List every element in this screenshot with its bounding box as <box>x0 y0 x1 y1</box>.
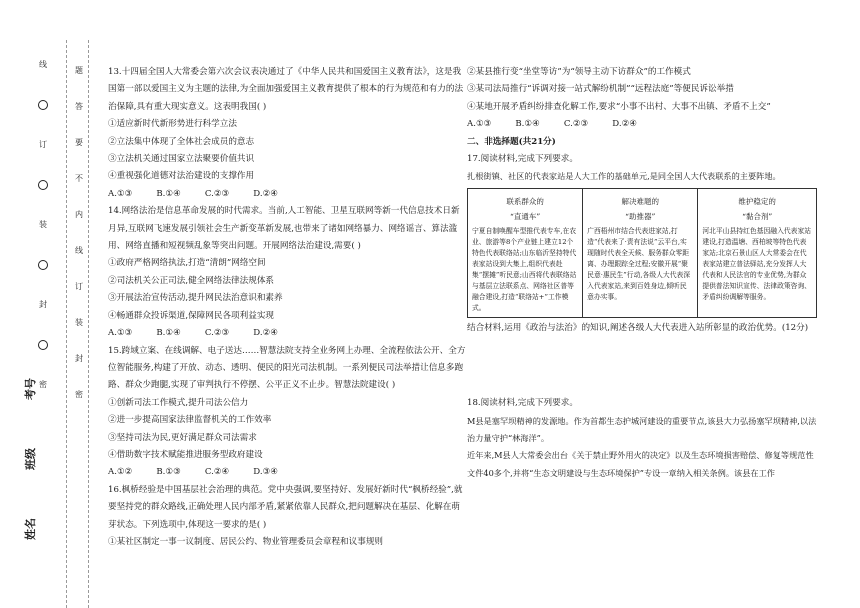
answer-choice: B.①④ <box>515 119 540 130</box>
seal-char: 答 <box>75 102 83 111</box>
answer-choice: A.①③ <box>467 119 492 130</box>
name-label: 姓名 <box>24 518 37 540</box>
question-17-task: 结合材料,运用《政治与法治》的知识,阐述各级人大代表进入站所彰显的政治优势。(12分) <box>467 322 809 333</box>
question-13-stem: 13.十四届全国人大常委会第六次会议表决通过了《中华人民共和国爱国主义教育法》，这是我国第一部以爱国主义为主题的法律,为全面加强爱国主义教育提供了根本的行为规范和有力的法治保障,具有重大现实意义。这表明我国( ) <box>108 67 464 112</box>
answer-choices <box>108 325 466 342</box>
seal-char: 线 <box>75 246 83 255</box>
binding-hole-icon <box>38 180 48 190</box>
cell-heading: 解决难题的 <box>621 196 659 206</box>
seal-char: 订 <box>39 140 47 149</box>
question-18-paragraph: 近年来,M县人大常委会出台《关于禁止野外用火的决定》以及生态环境损害赔偿、修复等规范性文件40多个,并将“生态文明建设与生态环境保护”专设一章纳入相关条例。该县在工作 <box>467 450 814 478</box>
material-table <box>467 188 817 318</box>
material-cell <box>698 188 817 317</box>
seal-char: 线 <box>39 60 47 69</box>
binding-hole-icon <box>38 260 48 270</box>
option-item: ④畅通群众投诉渠道,保障网民各项利益实现 <box>108 310 275 321</box>
option-item: ④重视强化道德对法治建设的支撑作用 <box>108 171 255 182</box>
answer-choice: D.②④ <box>612 119 637 130</box>
option-item: ②立法集中体现了全体社会成员的意志 <box>108 136 255 147</box>
option-item: ③开展法治宣传活动,提升网民法治意识和素养 <box>108 293 283 304</box>
right-column <box>467 64 817 482</box>
answer-choice: A.①② <box>108 467 133 478</box>
binding-hole-icon <box>38 100 48 110</box>
answer-choice: C.②③ <box>563 119 589 130</box>
answer-choice: D.②④ <box>253 328 278 339</box>
material-cell <box>468 188 583 317</box>
cut-line <box>88 40 89 608</box>
cell-heading: 维护稳定的 <box>738 196 776 206</box>
question-17-stem: 17.阅读材料,完成下列要求。 <box>467 154 578 165</box>
exam-number-label: 考号 <box>24 378 37 400</box>
cut-line <box>66 40 67 608</box>
answer-choice: B.①④ <box>156 188 181 199</box>
option-item: ①适应新时代新形势进行科学立法 <box>108 119 237 130</box>
seal-char: 密 <box>75 390 83 399</box>
cell-heading: 联系群众的 <box>506 196 544 206</box>
class-label: 班级 <box>24 448 37 470</box>
binding-hole-icon <box>38 340 48 350</box>
answer-choices <box>108 464 466 481</box>
seal-char: 密 <box>39 380 47 389</box>
seal-char: 内 <box>75 210 83 219</box>
answer-choice: B.①③ <box>156 467 181 478</box>
question-16-stem: 16.枫桥经验是中国基层社会治理的典范。党中央强调,要坚持好、发展好新时代“枫桥经验”,就要坚持党的群众路线,正确处理人民内部矛盾,紧紧依靠人民群众,把问题解决在基层、化解在萌芽状态。下列选项中,体现这一要求的是( ) <box>108 484 463 530</box>
binding-margin <box>0 0 92 608</box>
question-18-stem: 18.阅读材料,完成下列要求。 <box>467 398 578 409</box>
cell-subheading: “直通车” <box>509 211 541 221</box>
option-item: ①政府严格网络执法,打造“清朗”网络空间 <box>108 258 266 269</box>
seal-char: 要 <box>75 138 83 147</box>
answer-choice: D.②④ <box>253 188 278 199</box>
option-item: ②司法机关公正司法,健全网络法律法规体系 <box>108 275 275 286</box>
seal-char: 装 <box>39 220 47 229</box>
answer-choice: D.③④ <box>253 467 278 478</box>
seal-column-inner <box>72 66 86 400</box>
seal-char: 订 <box>75 282 83 291</box>
option-item: ②进一步提高国家法律监督机关的工作效率 <box>108 415 272 426</box>
section-heading: 二、非选择题(共21分) <box>467 136 556 147</box>
seal-char: 题 <box>75 66 83 75</box>
option-item: ①创新司法工作模式,提升司法公信力 <box>108 397 249 408</box>
cell-subheading: “助推器” <box>625 211 656 221</box>
cell-body: 河北平山县持红色基因融入代表家站建设,打造温塘、西柏坡等特色代表家站;北京石景山区人大常委会在代表家站建立普法驿站,充分发挥人大代表和人民法官的专业优势,为群众提供普法知识宣传、法律政策咨询、矛盾纠纷调解等服务。 <box>702 226 812 301</box>
seal-char: 封 <box>39 300 47 309</box>
answer-choice: B.①④ <box>156 328 181 339</box>
cell-body: 广西梧州市结合代表进家站,打造“代表来了·责有法说”云平台,实现随时代表全天候、服务群众零距离、办理跟踪全过程;安徽开展“聚民意·惠民生”行动,各级人大代表深入代表家站,来到百姓身边,倾听民意办实事。 <box>587 226 691 301</box>
answer-choice: A.①③ <box>108 328 133 339</box>
answer-choice: C.②④ <box>204 467 230 478</box>
cell-subheading: “黏合剂” <box>742 211 773 221</box>
option-item: ③立法机关通过国家立法聚要价值共识 <box>108 154 255 165</box>
answer-choice: C.②③ <box>204 328 230 339</box>
answer-choices <box>108 186 466 203</box>
seal-char: 封 <box>75 354 83 363</box>
seal-char: 不 <box>75 174 83 183</box>
question-18-paragraph: M县是塞罕坝精神的发源地。作为首都生态护城河建设的重要节点,该县大力弘扬塞罕坝精神,以法治力量守护“林海洋”。 <box>467 415 817 444</box>
cell-body: 宁夏自制唤醒车型推代表专车,在农业、旅游等8个产业链上建立12个特色代表联络站;山东临沂坚持特代表家站设到大集上,组织代表赴集“摆摊”听民意;山西将代表联络站与基层立法联系点、网络社区普等融合建设,打造“联络站+”工作模式。 <box>472 226 577 312</box>
option-item: ③某司法局推行“诉调对接一站式解纷机制”“远程法庭”等便民诉讼举措 <box>467 84 734 95</box>
seal-char: 装 <box>75 318 83 327</box>
question-14-stem: 14.网络法治是信息革命发展的时代需求。当前,人工智能、卫星互联网等新一代信息技术日新月异,互联网飞速发展引领社会生产新变革新发展,也带来了诸如网络暴力、网络谣言、算法滥用、网络直播和短视频乱象等突出问题。开展网络法治建设,需要( ) <box>108 206 460 252</box>
option-item: ②某县推行变“坐堂等访”为“领导主动下访群众”的工作模式 <box>467 67 691 77</box>
seal-column-outer <box>36 60 50 390</box>
option-item: ③坚持司法为民,更好满足群众司法需求 <box>108 432 257 443</box>
left-column <box>108 64 466 551</box>
question-15-stem: 15.跨域立案、在线调解、电子送达……智慧法院支持全业务网上办理、全流程依法公开、全方位智能服务,构建了开放、动态、透明、便民的阳光司法机制。一系列便民司法举措让信息多跑路、群众少跑腿,实现了审判执行不停摆、公平正义不止步。智慧法院建设( ) <box>108 345 466 391</box>
option-item: ①某社区制定一事一议制度、居民公约、物业管理委员会章程和议事规则 <box>108 536 384 547</box>
material-cell <box>583 188 698 317</box>
answer-choice: C.②③ <box>204 188 230 199</box>
answer-choice: A.①③ <box>108 188 133 199</box>
answer-space <box>467 337 817 395</box>
answer-choices <box>467 116 817 133</box>
option-item: ④某地开展矛盾纠纷排查化解工作,要求“小事不出村、大事不出镇、矛盾不上交” <box>467 101 771 112</box>
question-17-intro: 扎根街镇、社区的代表家站是人大工作的基础单元,是同全国人大代表联系的主要阵地。 <box>467 171 781 182</box>
option-item: ④借助数字技术赋能推进服务型政府建设 <box>108 449 263 460</box>
